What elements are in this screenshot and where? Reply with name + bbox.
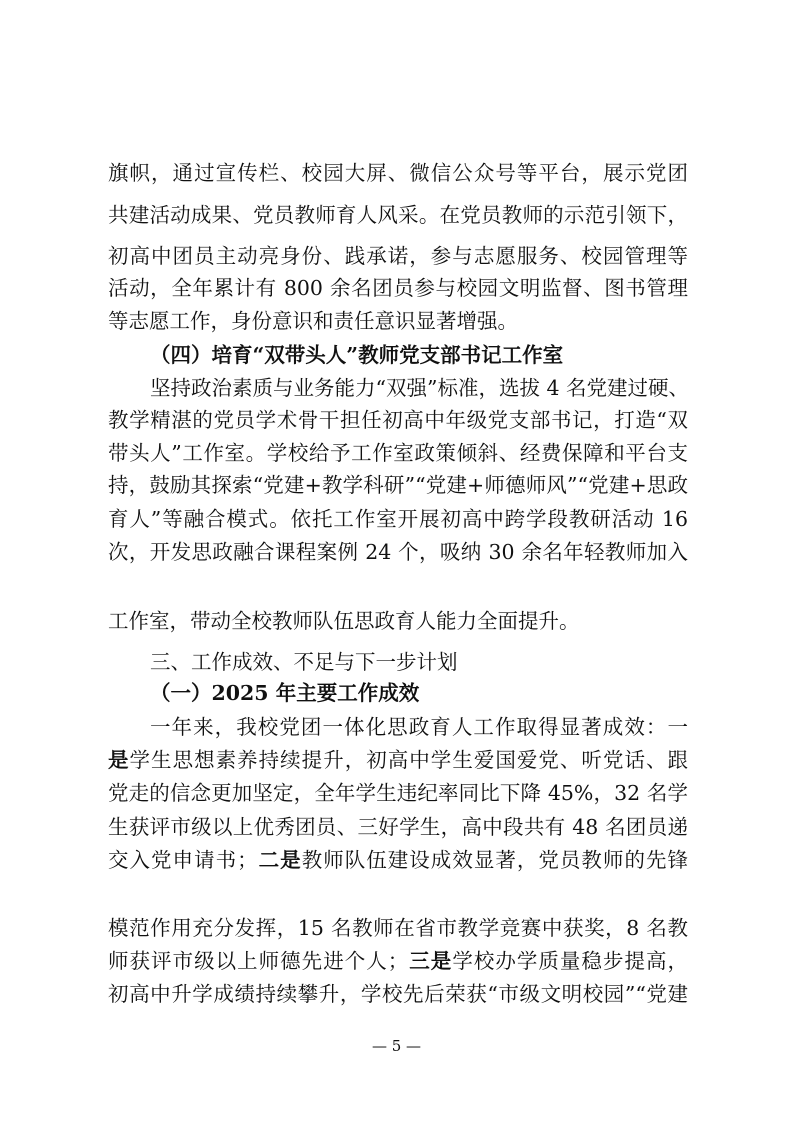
body-text-line: 一年来，我校党团一体化思政育人工作取得显著成效：一 — [150, 715, 688, 739]
section-heading: （四）培育“双带头人”教师党支部书记工作室 — [150, 343, 564, 367]
body-text-line: 等志愿工作，身份意识和责任意识显著增强。 — [108, 309, 518, 333]
body-text-span: 交入党申请书； — [108, 848, 258, 872]
body-text-line: 育人”等融合模式。依托工作室开展初高中跨学段教研活动 16 — [108, 507, 688, 531]
body-text-line: 初高中升学成绩持续攀升，学校先后荣获“市级文明校园”“党建 — [108, 982, 688, 1006]
body-text-line — [108, 744, 688, 776]
body-text-span: 师获评市级以上师德先进个人； — [108, 949, 409, 973]
body-text-line: 党走的信念更加坚定，全年学生违纪率同比下降 45%，32 名学 — [108, 781, 688, 805]
body-text-line: 初高中团员主动亮身份、践承诺，参与志愿服务、校园管理等 — [108, 244, 688, 268]
body-text-line — [108, 945, 688, 977]
body-text-line — [108, 844, 688, 876]
body-text-line: 生获评市级以上优秀团员、三好学生，高中段共有 48 名团员递 — [108, 815, 688, 839]
body-text-line: 带头人”工作室。学校给予工作室政策倾斜、经费保障和平台支 — [108, 441, 688, 465]
section-title: 三、工作成效、不足与下一步计划 — [150, 650, 458, 674]
body-text-line: 共建活动成果、党员教师育人风采。在党员教师的示范引领下， — [108, 203, 688, 227]
emphasis-text: 三是 — [408, 949, 453, 973]
body-text-span: 学校办学质量稳步提高， — [452, 949, 689, 973]
body-text-line: 坚持政治素质与业务能力“双强”标准，选拔 4 名党建过硬、 — [150, 376, 690, 400]
body-text-span: 教师队伍建设成效显著，党员教师的先锋 — [301, 848, 689, 872]
body-text-line: 教学精湛的党员学术骨干担任初高中年级党支部书记，打造“双 — [108, 408, 688, 432]
emphasis-text: 二是 — [257, 848, 302, 872]
body-text-line: 持，鼓励其探索“党建+教学科研”“党建+师德师风”“党建+思政 — [108, 473, 688, 497]
body-text-line: 旗帜，通过宣传栏、校园大屏、微信公众号等平台，展示党团 — [108, 161, 688, 185]
body-text-line: 工作室，带动全校教师队伍思政育人能力全面提升。 — [108, 609, 580, 633]
page-number: — 5 — — [371, 1037, 422, 1055]
body-text-line: 次，开发思政融合课程案例 24 个，吸纳 30 余名年轻教师加入 — [108, 540, 688, 564]
body-text-span: 学生思想素养持续提升，初高中学生爱国爱党、听党话、跟 — [129, 748, 689, 772]
emphasis-text: 是 — [108, 748, 130, 772]
body-text-line: 活动，全年累计有 800 余名团员参与校园文明监督、图书管理 — [108, 276, 688, 300]
subsection-heading: （一）2025 年主要工作成效 — [150, 681, 420, 705]
body-text-line: 模范作用充分发挥，15 名教师在省市教学竞赛中获奖，8 名教 — [108, 916, 688, 940]
